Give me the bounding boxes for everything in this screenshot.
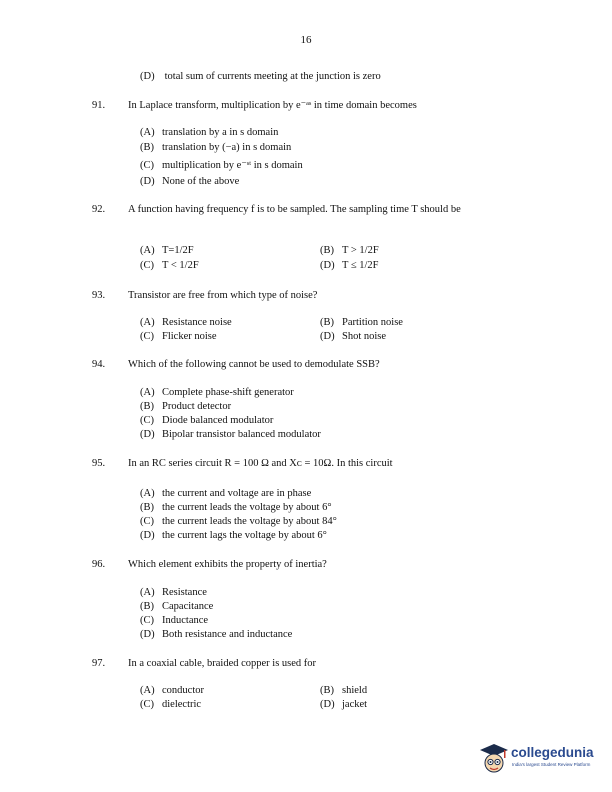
option-text: the current leads the voltage by about 6° (162, 502, 332, 513)
collegedunia-logo (478, 742, 606, 778)
option-text: translation by (−a) in s domain (162, 142, 292, 153)
question-text: In an RC series circuit R = 100 Ω and Xᴄ = 10Ω. In this circuit (128, 458, 393, 469)
option (140, 316, 232, 330)
option-text: Complete phase-shift generator (162, 387, 294, 398)
option-text: Inductance (162, 615, 209, 626)
option-label: (D) (140, 429, 155, 440)
option-label: (A) (140, 488, 155, 499)
question-number: 93. (92, 290, 106, 301)
question-number: 92. (92, 204, 106, 215)
option-text: Resistance noise (162, 317, 232, 328)
option (140, 141, 291, 155)
option (140, 586, 207, 600)
option-text: Bipolar transistor balanced modulator (162, 429, 321, 440)
option-text: T < 1/2F (162, 260, 199, 271)
option (320, 244, 379, 258)
option-label: (B) (140, 601, 154, 612)
option (140, 330, 217, 344)
option-label: (D) (140, 71, 155, 82)
option (140, 244, 194, 258)
option-text: total sum of currents meeting at the junction is zero (164, 71, 381, 82)
option-text: the current leads the voltage by about 84° (162, 516, 337, 527)
option (140, 515, 337, 529)
option-text: Both resistance and inductance (162, 629, 293, 640)
option-label: (C) (140, 160, 154, 171)
option-text: multiplication by e⁻ˢᵗ in s domain (162, 160, 303, 171)
question-number: 97. (92, 658, 106, 669)
option-label: (A) (140, 685, 155, 696)
option-text: the current and voltage are in phase (162, 488, 312, 499)
page-number: 16 (300, 34, 312, 46)
question-number: 96. (92, 559, 106, 570)
option-text: shield (342, 685, 368, 696)
option (140, 487, 311, 501)
option-label: (A) (140, 245, 155, 256)
option (140, 386, 294, 400)
option (140, 126, 278, 140)
question-number: 95. (92, 458, 106, 469)
option-label: (D) (140, 629, 155, 640)
option-text: translation by a in s domain (162, 127, 279, 138)
option (140, 614, 208, 628)
option (140, 684, 204, 698)
option-label: (D) (320, 699, 335, 710)
option (140, 428, 321, 442)
option-text: T ≤ 1/2F (342, 260, 379, 271)
option-text: Shot noise (342, 331, 387, 342)
option-label: (C) (140, 615, 154, 626)
option-label: (C) (140, 331, 154, 342)
option (140, 698, 201, 712)
option-label: (C) (140, 699, 154, 710)
option-label: (C) (140, 516, 154, 527)
option-label: (B) (320, 317, 334, 328)
option-label: (D) (320, 260, 335, 271)
option-label: (A) (140, 317, 155, 328)
option-label: (A) (140, 587, 155, 598)
option-label: (B) (140, 401, 154, 412)
question-text: A function having frequency f is to be sampled. The sampling time T should be (128, 204, 461, 215)
option-label: (B) (140, 142, 154, 153)
logo-wordmark: collegedunia (511, 745, 594, 760)
option (320, 316, 403, 330)
option (140, 501, 332, 515)
graduate-mascot-icon (478, 742, 510, 776)
option-label: (D) (320, 331, 335, 342)
option-label: (C) (140, 260, 154, 271)
option-text: conductor (162, 685, 204, 696)
question-text: Transistor are free from which type of noise? (128, 290, 318, 301)
option-text: the current lags the voltage by about 6° (162, 530, 327, 541)
option (320, 698, 367, 712)
question-number: 94. (92, 359, 106, 370)
option-label: (B) (320, 685, 334, 696)
question-text: Which of the following cannot be used to demodulate SSB? (128, 359, 380, 370)
prev-question-option-d (140, 70, 381, 84)
option-text: Capacitance (162, 601, 214, 612)
option (140, 628, 292, 642)
question-text: In a coaxial cable, braided copper is used for (128, 658, 317, 669)
option (140, 529, 327, 543)
option-label: (D) (140, 530, 155, 541)
option-label: (A) (140, 387, 155, 398)
option-label: (B) (140, 502, 154, 513)
option-text: Diode balanced modulator (162, 415, 274, 426)
option (320, 684, 367, 698)
logo-tagline: India's largest Student Review Platform (512, 762, 591, 767)
question-number: 91. (92, 100, 106, 111)
option (140, 259, 199, 273)
option (320, 330, 386, 344)
option-text: Resistance (162, 587, 207, 598)
option (140, 159, 303, 173)
option (140, 175, 239, 189)
question-text: In Laplace transform, multiplication by e⁻ᵃˢ in time domain becomes (128, 100, 417, 111)
option-label: (D) (140, 176, 155, 187)
option (140, 400, 231, 414)
option-text: Partition noise (342, 317, 403, 328)
option-text: Product detector (162, 401, 232, 412)
option (320, 259, 379, 273)
option-text: None of the above (162, 176, 240, 187)
option-label: (B) (320, 245, 334, 256)
option-text: Flicker noise (162, 331, 217, 342)
option (140, 414, 273, 428)
option-text: T > 1/2F (342, 245, 379, 256)
option-text: T=1/2F (162, 245, 194, 256)
option-label: (C) (140, 415, 154, 426)
option-label: (A) (140, 127, 155, 138)
option (140, 600, 213, 614)
question-text: Which element exhibits the property of inertia? (128, 559, 327, 570)
option-text: dielectric (162, 699, 202, 710)
option-text: jacket (342, 699, 368, 710)
